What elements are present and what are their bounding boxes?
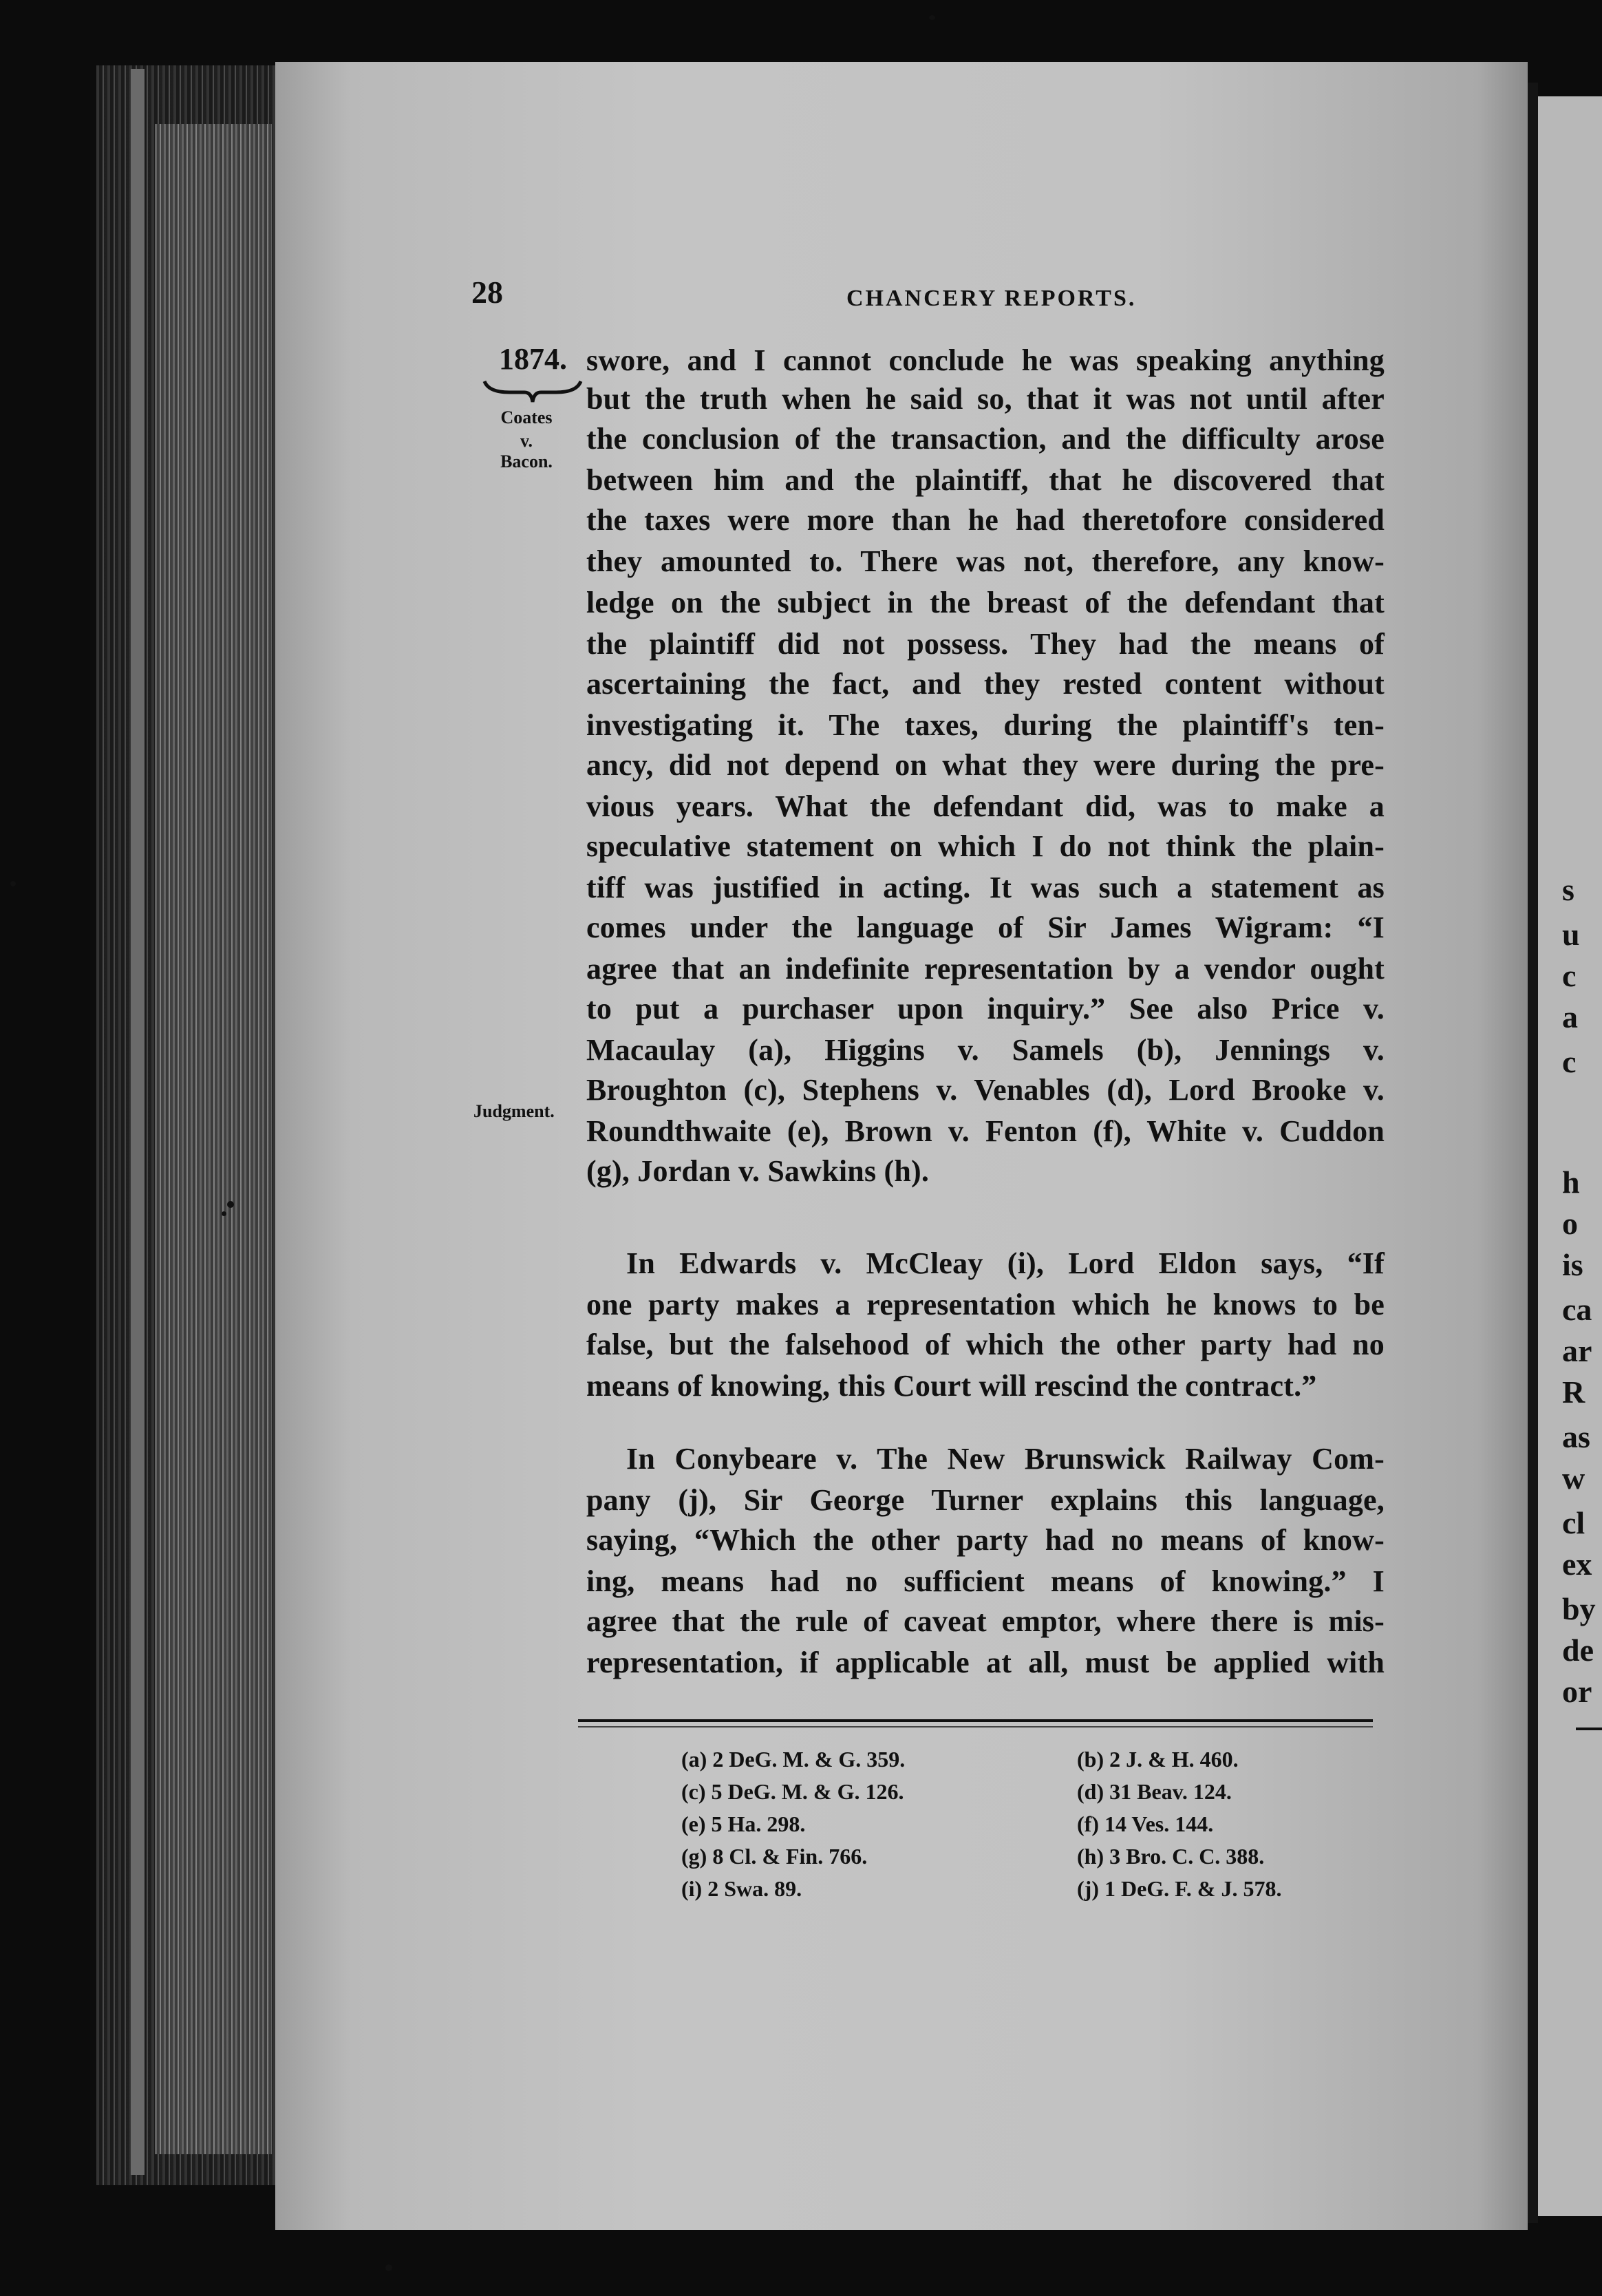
neighbor-fragment: as <box>1562 1419 1590 1454</box>
footnote-left: (c) 5 DeG. M. & G. 126. <box>681 1779 904 1804</box>
body-line: In Conybeare v. The New Brunswick Railway Com- <box>626 1442 1385 1476</box>
neighbor-fragment: w <box>1562 1460 1585 1496</box>
neighbor-fragment: ex <box>1562 1546 1592 1582</box>
body-line: one party makes a representation which he knows to be <box>586 1288 1385 1321</box>
neighbor-fragment: c <box>1562 1044 1577 1079</box>
body-line: ledge on the subject in the breast of the defendant that <box>586 586 1385 619</box>
margin-year: 1874. <box>499 342 567 376</box>
body-line: false, but the falsehood of which the other party had no <box>586 1328 1385 1361</box>
footnote-left: (a) 2 DeG. M. & G. 359. <box>681 1747 906 1772</box>
neighbor-fragment: R <box>1562 1374 1585 1410</box>
footnote-right: (j) 1 DeG. F. & J. 578. <box>1077 1876 1282 1901</box>
body-line: means of knowing, this Court will rescind the contract.” <box>586 1369 1317 1403</box>
body-line: representation, if applicable at all, must be applied with <box>586 1646 1385 1679</box>
footnote-right: (h) 3 Bro. C. C. 388. <box>1077 1844 1265 1869</box>
body-line: the conclusion of the transaction, and the difficulty arose <box>586 422 1385 456</box>
body-line: agree that the rule of caveat emptor, where there is mis- <box>586 1604 1385 1638</box>
footnote-divider-secondary <box>578 1726 1373 1728</box>
body-line: saying, “Which the other party had no means of know- <box>586 1523 1385 1557</box>
margin-judgment-label: Judgment. <box>473 1101 555 1121</box>
footnote-divider <box>578 1719 1373 1722</box>
neighbor-fragment: ca <box>1562 1292 1592 1327</box>
footnote-right: (b) 2 J. & H. 460. <box>1077 1747 1239 1772</box>
body-line: pany (j), Sir George Turner explains this language, <box>586 1483 1385 1517</box>
body-line: they amounted to. There was not, therefore, any know- <box>586 544 1385 578</box>
body-line: (g), Jordan v. Sawkins (h). <box>586 1154 930 1188</box>
footnote-left: (g) 8 Cl. & Fin. 766. <box>681 1844 868 1869</box>
footnote-right: (d) 31 Beav. 124. <box>1077 1779 1232 1804</box>
body-line: the plaintiff did not possess. They had the means of <box>586 627 1385 661</box>
scan-speck <box>929 15 935 20</box>
scan-speck <box>385 2264 392 2271</box>
neighbor-fragment: is <box>1562 1247 1583 1282</box>
book-spine-strip <box>131 69 145 2175</box>
body-line: agree that an indefinite representation by a vendor ought <box>586 952 1385 986</box>
margin-brace-icon <box>482 377 584 405</box>
scan-speck <box>222 1211 226 1216</box>
neighbor-fragment: o <box>1562 1206 1578 1241</box>
page-number: 28 <box>471 275 503 310</box>
body-line: ancy, did not depend on what they were during the pre- <box>586 748 1385 782</box>
margin-case-name-1: Coates <box>500 407 553 427</box>
body-line: vious years. What the defendant did, was to make a <box>586 789 1385 823</box>
body-line: Macaulay (a), Higgins v. Samels (b), Jennings v. <box>586 1033 1385 1067</box>
margin-case-name-2: Bacon. <box>500 451 553 471</box>
neighbor-fragment: s <box>1562 872 1574 907</box>
body-line: but the truth when he said so, that it was not until after <box>586 382 1385 416</box>
book-page-stack <box>155 124 272 2154</box>
body-line: ing, means had no sufficient means of knowing.” I <box>586 1564 1385 1598</box>
neighbor-fragment: cl <box>1562 1505 1585 1540</box>
neighbor-page-rule <box>1576 1728 1602 1730</box>
neighbor-fragment: ar <box>1562 1333 1592 1368</box>
body-line: ascertaining the fact, and they rested content without <box>586 667 1385 701</box>
neighbor-fragment: u <box>1562 917 1580 952</box>
margin-case-versus: v. <box>520 431 533 451</box>
body-line: In Edwards v. McCleay (i), Lord Eldon says, “If <box>626 1246 1385 1280</box>
body-line: the taxes were more than he had theretofore considered <box>586 503 1385 537</box>
body-line: tiff was justified in acting. It was such a statement as <box>586 871 1385 904</box>
neighbor-fragment: by <box>1562 1591 1596 1626</box>
neighbor-fragment: c <box>1562 958 1577 993</box>
body-line: to put a purchaser upon inquiry.” See also Price v. <box>586 992 1385 1025</box>
neighbor-page <box>1538 96 1602 2216</box>
body-line: between him and the plaintiff, that he discovered that <box>586 463 1385 497</box>
scan-speck <box>10 881 16 886</box>
neighbor-fragment: a <box>1562 999 1578 1034</box>
neighbor-fragment: or <box>1562 1674 1592 1709</box>
body-line: swore, and I cannot conclude he was speaking anything <box>586 343 1385 377</box>
footnote-right: (f) 14 Ves. 144. <box>1077 1811 1214 1836</box>
body-line: Roundthwaite (e), Brown v. Fenton (f), White v. Cuddon <box>586 1114 1385 1148</box>
neighbor-fragment: de <box>1562 1633 1594 1668</box>
body-line: Broughton (c), Stephens v. Venables (d), Lord Brooke v. <box>586 1073 1385 1107</box>
footnote-left: (i) 2 Swa. 89. <box>681 1876 802 1901</box>
scan-speck <box>227 1201 234 1208</box>
body-line: speculative statement on which I do not think the plain- <box>586 829 1385 863</box>
neighbor-fragment: h <box>1562 1165 1580 1200</box>
body-line: comes under the language of Sir James Wigram: “I <box>586 911 1385 944</box>
running-head: CHANCERY REPORTS. <box>846 286 1137 311</box>
body-line: investigating it. The taxes, during the plaintiff's ten- <box>586 708 1385 742</box>
footnote-left: (e) 5 Ha. 298. <box>681 1811 806 1836</box>
